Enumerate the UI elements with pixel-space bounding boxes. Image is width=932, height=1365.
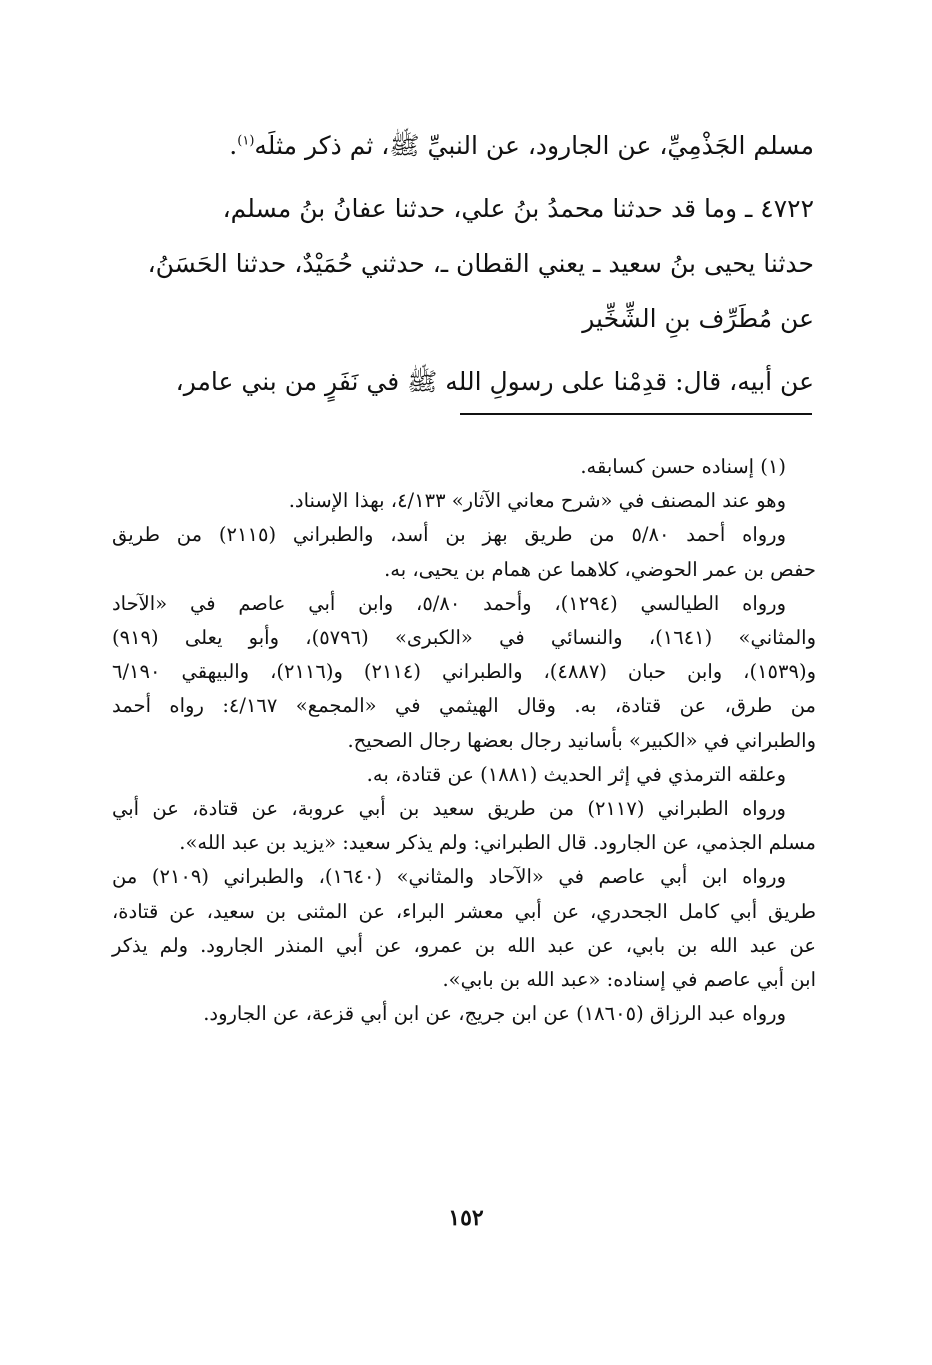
main-text: [118, 118, 814, 409]
main-line-4: عن مُطَرِّف بنِ الشِّخِّير: [582, 304, 814, 333]
footnote-line: ورواه أحمد ٥/٨٠ من طريق بهز بن أسد، والطبراني (٢١١٥) من طريق: [112, 523, 786, 547]
footnote-line: ورواه عبد الرزاق (١٨٦٠٥) عن ابن جريج، عن ابن أبي قزعة، عن الجارود.: [203, 1002, 786, 1026]
footnote-line: ورواه ابن أبي عاصم في «الآحاد والمثاني» (١٦٤٠)، والطبراني (٢١٠٩) من: [112, 865, 786, 889]
main-line-5: عن أبيه، قال: قدِمْنا على رسولِ الله ﷺ في نَفَرٍ من بني عامر،: [175, 367, 814, 396]
main-line-2: ٤٧٢٢ ـ وما قد حدثنا محمدُ بنُ علي، حدثنا عفانُ بنُ مسلم،: [222, 194, 814, 223]
page-number: ١٥٢: [448, 1205, 484, 1231]
footnote-line: والطبراني في «الكبير» بأسانيد رجال بعضها رجال الصحيح.: [347, 728, 816, 752]
main-line-3: حدثنا يحيى بنُ سعيد ـ يعني القطان ـ، حدثني حُمَيْدٌ، حدثنا الحَسَنُ،: [147, 249, 814, 278]
footnote-line: ابن أبي عاصم في إسناده: «عبد الله بن بابي».: [442, 968, 816, 992]
footnote-line: وهو عند المصنف في «شرح معاني الآثار» ٤/١٣٣، بهذا الإسناد.: [288, 489, 786, 513]
footnote-line: ورواه الطبراني (٢١١٧) من طريق سعيد بن أبي عروبة، عن قتادة، عن أبي: [112, 797, 786, 821]
footnote-line: (١) إسناده حسن كسابقه.: [580, 455, 786, 478]
footnote-line: عن عبد الله بن بابي، عن عبد الله بن عمرو، عن أبي المنذر الجارود. ولم يذكر: [112, 933, 816, 957]
footnote-line: وعلقه الترمذي في إثر الحديث (١٨٨١) عن قتادة، به.: [366, 762, 786, 786]
footnotes: [112, 450, 816, 1031]
footnote-line: والمثاني» (١٦٤١)، والنسائي في «الكبرى» (٥٧٩٦)، وأبو يعلى (٩١٩): [112, 626, 817, 650]
main-line-1: مسلم الجَذْمِيِّ، عن الجارود، عن النبيِّ ﷺ، ثم ذكر مثلَه$^{(١)}$.: [229, 131, 814, 160]
footnote-line: مسلم الجذمي، عن الجارود. قال الطبراني: ولم يذكر سعيد: «يزيد بن عبد الله».: [179, 831, 816, 855]
footnote-line: حفص بن عمر الحوضي، كلاهما عن همام بن يحيى، به.: [384, 557, 816, 581]
footnote-line: طريق أبي كامل الجحدري، عن أبي معشر البراء، عن المثنى بن سعيد، عن قتادة،: [112, 899, 816, 923]
footnote-line: من طرق، عن قتادة، به. وقال الهيثمي في «المجمع» ٤/١٦٧: رواه أحمد: [112, 694, 816, 718]
footnote-separator: [460, 413, 812, 415]
footnote-line: ورواه الطيالسي (١٢٩٤)، وأحمد ٥/٨٠، وابن أبي عاصم في «الآحاد: [112, 591, 786, 615]
footnote-line: و(١٥٣٩)، وابن حبان (٤٨٨٧)، والطبراني (٢١١٤) و(٢١١٦)، والبيهقي ٦/١٩٠: [112, 660, 816, 684]
footnote-marker[interactable]: (١): [237, 133, 255, 149]
